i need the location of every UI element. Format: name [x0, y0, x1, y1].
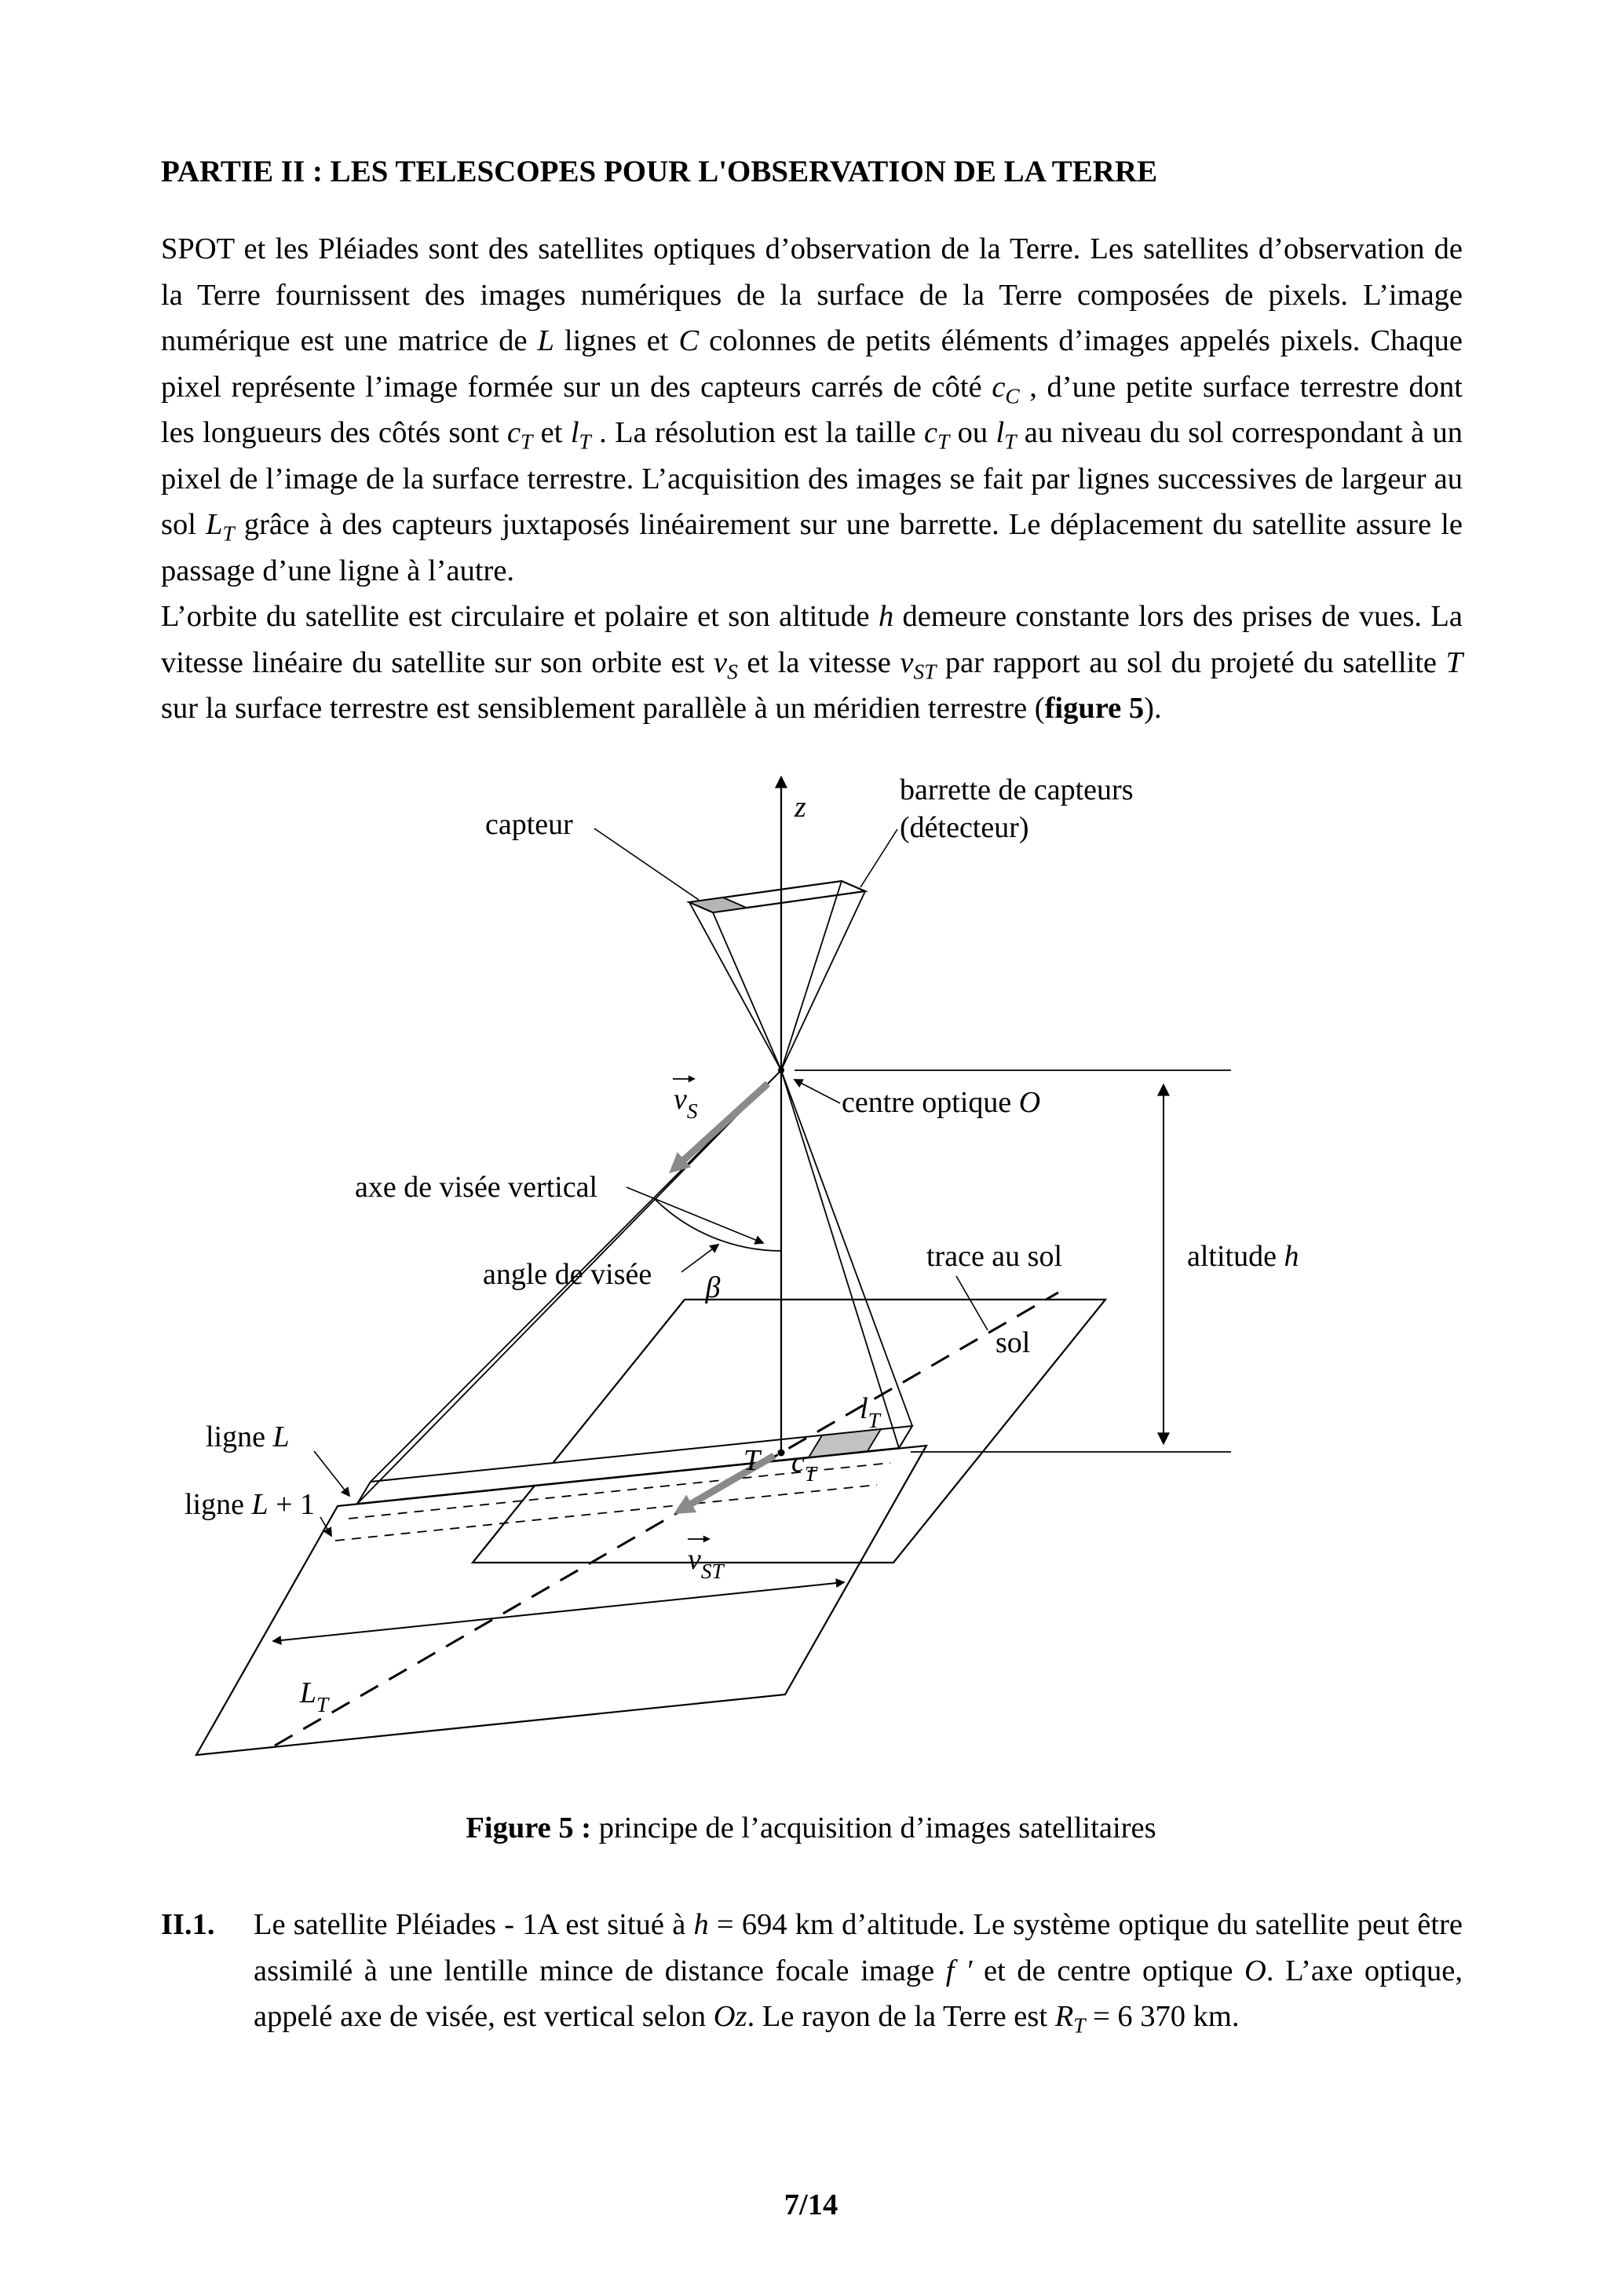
ground-point-T-dot	[778, 1450, 785, 1457]
label-barrette-line2: (détecteur)	[900, 811, 1029, 844]
label-altitude: altitude h	[1187, 1240, 1299, 1273]
label-ligne-l: ligne L	[206, 1420, 290, 1453]
label-trace-sol: trace au sol	[926, 1240, 1063, 1273]
cone-lower-edge-3	[781, 1070, 912, 1426]
label-beta: β	[705, 1271, 721, 1304]
label-ct-pixel: $c_T$	[791, 1446, 817, 1486]
cone-upper-edge-4	[781, 891, 865, 1070]
cone-upper-edge-1	[689, 902, 781, 1070]
ligne-l-leader	[314, 1451, 349, 1496]
section-II1-text: Le satellite Pléiades - 1A est situé à h = 694 km d’altitude. Le système optique du satellite peut être assimilé à une lentille mince de distance focale image f ′ et de centre optique O. L’axe optique, appelé axe de visée, est vertical selon Oz. Le rayon de la Terre est $R_T = 6$ 370 km.	[254, 1908, 1463, 2038]
label-vs: $v_S$	[674, 1083, 698, 1123]
axe-visee-leader	[627, 1187, 763, 1243]
figure-caption: Figure 5 : principe de l’acquisition d’images satellitaires	[466, 1812, 1156, 1844]
label-capteur: capteur	[485, 808, 573, 841]
label-axe-visee: axe de visée vertical	[355, 1171, 598, 1204]
label-vst: $v_{ST}$	[688, 1543, 724, 1583]
cone-upper-edge-2	[713, 912, 781, 1070]
label-z-axis: z	[795, 791, 806, 824]
paragraph-1: SPOT et les Pléiades sont des satellites optiques d’observation de la Terre. Les satellites d’observation de la Terre fournissent des images numériques de la surface de la Terre composées de pixels. L’image numérique est une matrice de L lignes et C colonnes de petits éléments d’images appelés pixels. Chaque pixel représente l’image formée sur un des capteurs carrés de côté $c_C$ , d’une petite surface terrestre dont les longueurs des côtés sont $c_T$ et $l_T$ . La résolution est la taille $c_T$ ou $l_T$ au niveau du sol correspondant à un pixel de l’image de la surface terrestre. L’acquisition des images se fait par lignes successives de largeur au sol $L_T$ grâce à des capteurs juxtaposés linéairement sur une barrette. Le déplacement du satellite assure le passage d’une ligne à l’autre.	[161, 232, 1463, 587]
label-lt-pixel: $l_T$	[860, 1392, 880, 1432]
lt-width-arrow	[273, 1582, 844, 1641]
trace-sol-leader	[956, 1276, 988, 1330]
label-sol: sol	[995, 1326, 1031, 1359]
paragraph-2: L’orbite du satellite est circulaire et polaire et son altitude h demeure constante lors des prises de vues. La vitesse linéaire du satellite sur son orbite est $v_S$ et la vitesse $v_{ST}$ par rapport au sol du projeté du satellite T sur la surface terrestre est sensiblement parallèle à un méridien terrestre (figure 5).	[161, 600, 1463, 725]
section-II1	[161, 1902, 1463, 2040]
vs-velocity-arrow	[674, 1084, 768, 1169]
label-barrette-line1: barrette de capteurs	[900, 773, 1134, 806]
centre-optique-leader	[795, 1080, 840, 1103]
label-point-T: T	[743, 1444, 760, 1477]
label-centre-optique: centre optique O	[842, 1086, 1041, 1119]
page-title: PARTIE II : LES TELESCOPES POUR L'OBSERVATION DE LA TERRE	[161, 155, 1158, 188]
page-number: 7/14	[784, 2188, 838, 2221]
cone-lower-edge-4	[781, 1070, 899, 1448]
label-lt-swath: $L_T$	[299, 1676, 329, 1717]
cone-upper-edge-3	[781, 881, 842, 1070]
pixel-cell	[809, 1429, 881, 1457]
barrette-leader	[860, 829, 897, 887]
optical-center-dot	[778, 1067, 784, 1073]
section-II1-label: II.1.	[161, 1908, 215, 1941]
label-ligne-l1: ligne L + 1	[184, 1488, 316, 1521]
capteur-leader	[594, 828, 699, 900]
ground-trace-line	[275, 1292, 1058, 1746]
label-angle-visee: angle de visée	[483, 1258, 652, 1291]
angle-visee-leader	[681, 1245, 718, 1272]
